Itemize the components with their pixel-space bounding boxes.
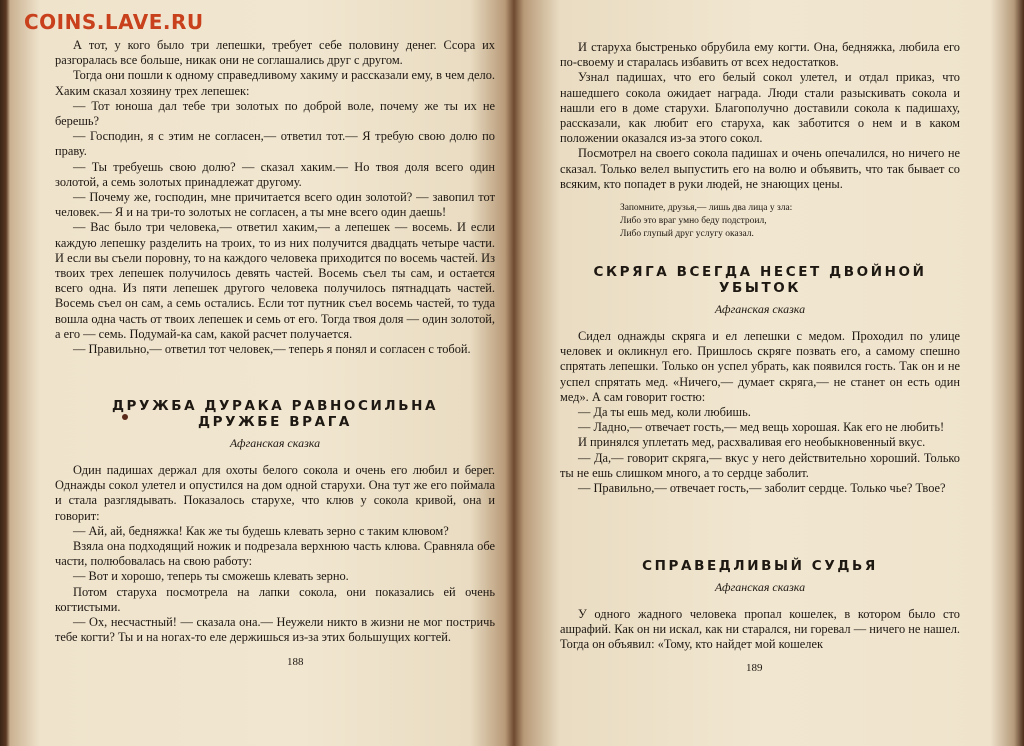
paragraph: — Да ты ешь мед, коли любишь. (578, 405, 751, 420)
paragraph: — Правильно,— отвечает гость,— заболит сердце. Только чье? Твое? (578, 481, 946, 496)
paragraph: Тогда они пошли к одному справедливому хакиму и рассказали ему, в чем дело. Хаким сказал хозяину трех лепешек: (55, 68, 495, 98)
paragraph: И принялся уплетать мед, расхваливая его необыкновенный вкус. (578, 435, 926, 450)
verse-line: Либо это враг умно беду подстроил, (620, 216, 767, 227)
left-story-block (55, 398, 495, 645)
watermark: COINS.LAVE.RU (24, 10, 204, 34)
paragraph: — Тот юноша дал тебе три золотых по доброй воле, почему же ты их не берешь? (55, 98, 495, 129)
verse-line: Либо глупый друг услугу оказал. (620, 229, 754, 240)
paragraph: Сидел однажды скряга и ел лепешки с медом. Проходил по улице человек и окликнул его. Пришлось скряге позвать его, а самому спешно спрятать лепешки. Только он успел убрать, как появился гость. Так он и не успел спрятать мед. «Ничего,— думает скряга,— не станет он есть один мед». А сам говорит гостю: (560, 329, 960, 404)
right-story-block (560, 264, 960, 496)
paragraph: — Да,— говорит скряга,— вкус у него действительно хороший. Только ты не ешь слишком много, а то сердце заболит. (560, 450, 960, 480)
paragraph: — Ты требуешь свою долю? — сказал хаким.— Но твоя доля всего один золотой, а семь золотых принадлежат другому. (55, 159, 495, 189)
paragraph: Потом старуха посмотрела на лапки сокола, они показались ей очень когтистыми. (55, 584, 495, 614)
left-page (55, 0, 495, 746)
paragraph: — Правильно,— ответил тот человек,— теперь я понял и согласен с тобой. (73, 342, 471, 357)
page-number: 189 (746, 662, 763, 674)
paragraph: Один падишах держал для охоты белого сокола и очень его любил и берег. Однажды сокол улетел и опустился на дом одной старухи. Она тут же его поймала и стала разглядывать. Показалось старухе, что клюв у сокола кривой, она и говорит: (55, 463, 495, 523)
story-subtitle: Афганская сказка (714, 302, 806, 316)
right-story-end (560, 40, 960, 241)
left-story-end (55, 38, 495, 357)
paragraph: — Ох, несчастный! — сказала она.— Неужели никто в жизни не мог постричь тебе когти? Ты и на ногах-то еле держишься из-за этих большущих когтей. (55, 615, 495, 645)
paragraph: Посмотрел на своего сокола падишах и очень опечалился, но ничего не сказал. Только велел выпустить его на волю и объявить, что так бывает со всяким, кто попадет в руки людей, не знающих цены. (560, 146, 960, 191)
story-subtitle: Афганская сказка (714, 580, 806, 594)
paragraph: — Вот и хорошо, теперь ты сможешь клевать зерно. (73, 569, 349, 584)
page-number: 188 (287, 656, 304, 668)
paragraph: — Ай, ай, бедняжка! Как же ты будешь клевать зерно с таким клювом? (73, 523, 449, 538)
right-page (560, 0, 960, 746)
paragraph: Узнал падишах, что его белый сокол улетел, и отдал приказ, что нашедшего сокола ожидает награда. Люди стали разыскивать сокола и нашли его в доме старухи. Благополучно доставили сокола к падишаху, рассказали, как любит его старуха, как заботится о нем и в каком положении оказался из-за этого сокол. (560, 70, 960, 146)
story-title: СКРЯГА ВСЕГДА НЕСЕТ ДВОЙНОЙ УБЫТОК (593, 264, 927, 296)
verse-line: Запомните, друзья,— лишь два лица у зла: (620, 203, 793, 214)
paragraph: — Ладно,— отвечает гость,— мед вещь хорошая. Как его не любить! (578, 420, 945, 435)
right-story-block-2 (560, 558, 960, 653)
paragraph: — Господин, я с этим не согласен,— ответил тот.— Я требую свою долю по праву. (55, 129, 495, 159)
paragraph: — Почему же, господин, мне причитается всего один золотой? — завопил тот человек.— Я и на три-то золотых не согласен, а ты мне всего один даешь! (55, 190, 495, 220)
story-subtitle: Афганская сказка (229, 436, 321, 450)
paragraph: Взяла она подходящий ножик и подрезала верхнюю часть клюва. Сравняла обе части, полюбовалась на свою работу: (55, 539, 495, 569)
paragraph: А тот, у кого было три лепешки, требует себе половину денег. Ссора их разгоралась все больше, никак они не соглашались друг с другом. (55, 38, 495, 68)
paragraph: У одного жадного человека пропал кошелек, в котором было сто ашрафий. Как он ни искал, как ни старался, ни горевал — ничего не нашел. Тогда он объявил: «Тому, кто найдет мой кошелек (560, 607, 960, 652)
moral-verse (620, 202, 960, 241)
paragraph: И старуха быстренько обрубила ему когти. Она, бедняжка, любила его по-своему и старалась избавить от всех недостатков. (560, 40, 960, 70)
story-title: СПРАВЕДЛИВЫЙ СУДЬЯ (642, 558, 878, 574)
paragraph: — Вас было три человека,— ответил хаким,— а лепешек — восемь. И если каждую лепешку разделить на троих, то из них получится двадцать четыре части. И если вы съели поровну, то на каждого человека приходится по восемь частей. Из твоих трех лепешек получилось девять частей. Восемь съел ты сам, и остается всего одна. Из пяти лепешек другого человека получилось пятнадцать частей. Восемь съел он сам, а семь остались. Если тот путник съел восемь частей, то туда вошла одна часть от твоих лепешек и семь от его. Тогда твоя доля — один золотой, а его — семь. Подумай-ка сам, какой расчет получается. (55, 220, 495, 341)
story-title: ДРУЖБА ДУРАКА РАВНОСИЛЬНА ДРУЖБЕ ВРАГА (111, 398, 439, 430)
